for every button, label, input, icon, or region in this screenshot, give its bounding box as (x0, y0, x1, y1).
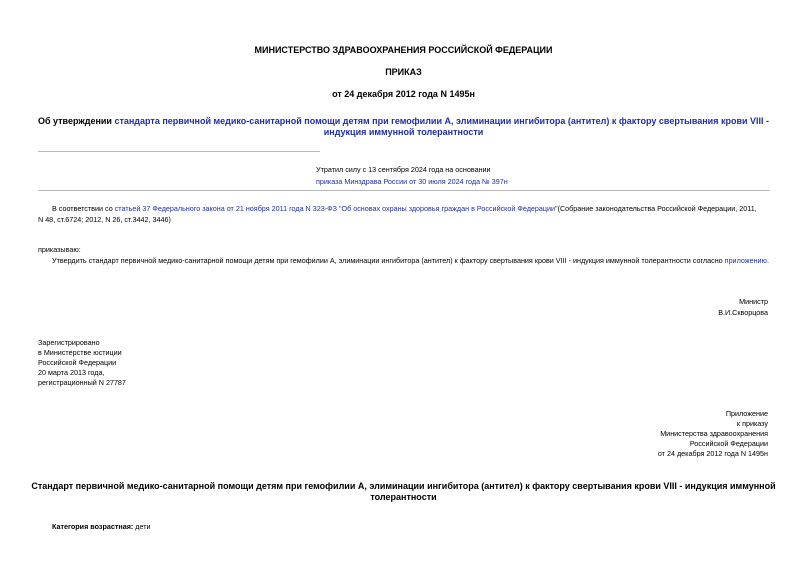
registration-line: Российской Федерации (38, 358, 117, 367)
standard-title (0, 481, 807, 503)
appendix-line: от 24 декабря 2012 года N 1495н (657, 449, 768, 458)
age-category-value: дети (133, 522, 151, 531)
standard-title-line-2: толерантности (370, 492, 437, 502)
order-text (52, 256, 792, 266)
document-date: от 24 декабря 2012 года N 1495н (332, 89, 475, 99)
age-category (52, 522, 151, 532)
title-prefix: Об утверждении (37, 116, 115, 126)
status-text: Утратил силу с 13 сентября 2024 года на основании (316, 165, 491, 174)
document-type: ПРИКАЗ (385, 67, 422, 77)
ministry-heading: МИНИСТЕРСТВО ЗДРАВООХРАНЕНИЯ РОССИЙСКОЙ ФЕДЕРАЦИИ (254, 45, 553, 55)
appendix-line: Приложение (725, 409, 768, 418)
repeal-order-link[interactable]: приказа Минздрава России от 30 июля 2024 года № 397н (316, 177, 508, 186)
signature-name: В.И.Скворцова (718, 308, 768, 317)
appendix-link[interactable]: приложению (724, 256, 767, 265)
appendix-line: Российской Федерации (689, 439, 768, 448)
order-end: . (766, 256, 769, 265)
registration-block (38, 338, 126, 388)
registration-line: Зарегистрировано (38, 338, 100, 347)
title-divider (38, 151, 320, 152)
standard-link-continued[interactable]: индукция иммунной толерантности (323, 127, 484, 137)
preamble-line-2: N 48, ст.6724; 2012, N 26, ст.3442, 3446) (38, 215, 171, 224)
preamble-line-1 (52, 204, 782, 214)
registration-line: 20 марта 2013 года, (38, 368, 105, 377)
standard-title-line-1: Стандарт первичной медико-санитарной помощи детям при гемофилии А, элиминации ингибитора (антител) к фактору свертывания крови VIII - индукция иммунной (31, 481, 776, 491)
status-divider (38, 190, 770, 191)
registration-line: регистрационный N 27787 (38, 378, 126, 387)
order-verb: приказываю: (38, 245, 81, 254)
signature-position: Министр (739, 297, 768, 306)
appendix-block (658, 409, 768, 459)
preamble-prefix: В соответствии со (52, 204, 115, 213)
law-title-link[interactable]: "Об основах охраны здоровья граждан в Российской Федерации" (338, 204, 558, 213)
appendix-line: Министерства здравоохранения (660, 429, 768, 438)
order-body: Утвердить стандарт первичной медико-санитарной помощи детям при гемофилии А, элиминации ингибитора (антител) к фактору свертывания крови VIII - индукция иммунной толерантности согласно (52, 256, 725, 265)
document-title (0, 116, 807, 138)
age-category-label: Категория возрастная: (52, 522, 134, 531)
article-37-link[interactable]: статьей 37 Федерального закона от 21 ноября 2011 года N 323-ФЗ (114, 204, 337, 213)
status-note (316, 165, 536, 187)
standard-link[interactable]: стандарта первичной медико-санитарной помощи детям при гемофилии А, элиминации ингибитора (антител) к фактору свертывания крови VIII - (114, 116, 770, 126)
preamble-source: (Собрание законодательства Российской Федерации, 2011, (557, 204, 757, 213)
registration-line: в Министерстве юстиции (38, 348, 122, 357)
appendix-line: к приказу (736, 419, 768, 428)
